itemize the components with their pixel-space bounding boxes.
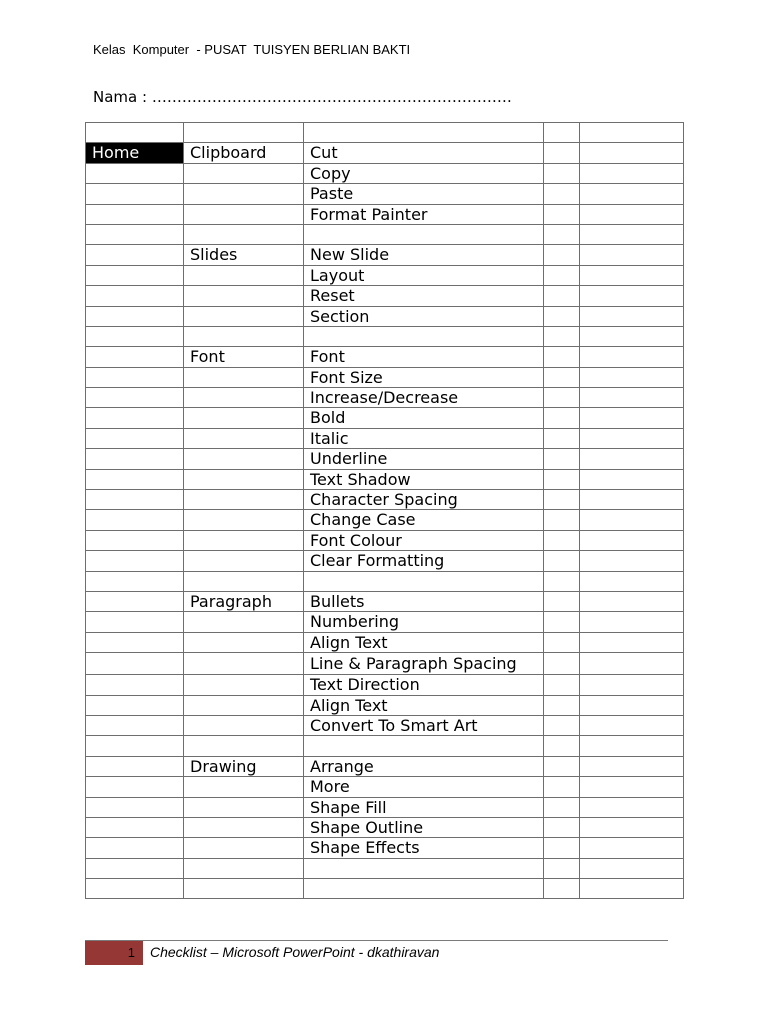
- table-row: [86, 653, 684, 675]
- group-cell: [184, 551, 304, 571]
- page-header: Kelas Komputer - PUSAT TUISYEN BERLIAN BAKTI: [93, 42, 411, 57]
- command-cell: [304, 858, 544, 878]
- table-row: [86, 388, 684, 408]
- page-number: 1: [127, 945, 135, 960]
- remark-cell[interactable]: [580, 530, 684, 550]
- check-cell[interactable]: [544, 265, 580, 285]
- group-cell: [184, 204, 304, 224]
- category-cell: [86, 286, 184, 306]
- command-cell: [304, 123, 544, 143]
- category-cell: [86, 612, 184, 632]
- remark-cell[interactable]: [580, 204, 684, 224]
- command-cell: Italic: [304, 428, 544, 448]
- group-cell: [184, 224, 304, 244]
- remark-cell[interactable]: [580, 388, 684, 408]
- remark-cell[interactable]: [580, 817, 684, 837]
- check-cell[interactable]: [544, 632, 580, 652]
- command-cell: Underline: [304, 449, 544, 469]
- table-row: [86, 591, 684, 611]
- table-row: [86, 143, 684, 163]
- category-cell: [86, 715, 184, 735]
- remark-cell[interactable]: [580, 797, 684, 817]
- table-row: [86, 326, 684, 346]
- check-cell[interactable]: [544, 286, 580, 306]
- table-row: [86, 675, 684, 695]
- check-cell[interactable]: [544, 879, 580, 899]
- check-cell[interactable]: [544, 408, 580, 428]
- name-label: Nama :: [93, 88, 152, 106]
- check-cell[interactable]: [544, 326, 580, 346]
- category-cell: [86, 736, 184, 756]
- remark-cell[interactable]: [580, 184, 684, 204]
- table-row: [86, 858, 684, 878]
- category-cell: [86, 204, 184, 224]
- remark-cell[interactable]: [580, 245, 684, 265]
- check-cell[interactable]: [544, 715, 580, 735]
- name-field-line: [93, 88, 512, 106]
- group-cell: [184, 653, 304, 675]
- remark-cell[interactable]: [580, 591, 684, 611]
- remark-cell[interactable]: [580, 428, 684, 448]
- table-row: [86, 530, 684, 550]
- category-cell: [86, 367, 184, 387]
- category-cell: [86, 591, 184, 611]
- group-cell: [184, 879, 304, 899]
- category-cell: [86, 653, 184, 675]
- group-cell: [184, 675, 304, 695]
- check-cell[interactable]: [544, 591, 580, 611]
- command-cell: Character Spacing: [304, 490, 544, 510]
- command-cell: Layout: [304, 265, 544, 285]
- table-row: [86, 286, 684, 306]
- category-cell: [86, 632, 184, 652]
- remark-cell[interactable]: [580, 326, 684, 346]
- remark-cell[interactable]: [580, 224, 684, 244]
- table-row: [86, 184, 684, 204]
- group-cell: Paragraph: [184, 591, 304, 611]
- command-cell: Align Text: [304, 632, 544, 652]
- table-row: [86, 879, 684, 899]
- command-cell: Numbering: [304, 612, 544, 632]
- group-cell: [184, 612, 304, 632]
- checklist-body: [86, 123, 684, 899]
- table-row: [86, 736, 684, 756]
- table-row: [86, 777, 684, 797]
- table-row: [86, 469, 684, 489]
- command-cell: Bold: [304, 408, 544, 428]
- group-cell: Drawing: [184, 756, 304, 776]
- page-number-box: [85, 941, 143, 965]
- category-cell: [86, 858, 184, 878]
- remark-cell[interactable]: [580, 510, 684, 530]
- table-row: [86, 612, 684, 632]
- remark-cell[interactable]: [580, 858, 684, 878]
- remark-cell[interactable]: [580, 777, 684, 797]
- category-cell: [86, 838, 184, 858]
- table-row: [86, 204, 684, 224]
- remark-cell[interactable]: [580, 469, 684, 489]
- category-cell: [86, 756, 184, 776]
- category-cell: [86, 408, 184, 428]
- category-cell: [86, 675, 184, 695]
- remark-cell[interactable]: [580, 490, 684, 510]
- check-cell[interactable]: [544, 224, 580, 244]
- table-row: [86, 408, 684, 428]
- check-cell[interactable]: [544, 551, 580, 571]
- remark-cell[interactable]: [580, 695, 684, 715]
- table-row: [86, 123, 684, 143]
- group-cell: [184, 530, 304, 550]
- check-cell[interactable]: [544, 428, 580, 448]
- group-cell: [184, 490, 304, 510]
- command-cell: Shape Outline: [304, 817, 544, 837]
- category-cell: [86, 695, 184, 715]
- command-cell: Convert To Smart Art: [304, 715, 544, 735]
- remark-cell[interactable]: [580, 163, 684, 183]
- remark-cell[interactable]: [580, 449, 684, 469]
- group-cell: [184, 838, 304, 858]
- check-cell[interactable]: [544, 204, 580, 224]
- table-row: [86, 695, 684, 715]
- footer-title: Checklist – Microsoft PowerPoint - dkathiravan: [150, 944, 440, 960]
- table-row: [86, 632, 684, 652]
- command-cell: Text Shadow: [304, 469, 544, 489]
- remark-cell[interactable]: [580, 715, 684, 735]
- check-cell[interactable]: [544, 449, 580, 469]
- check-cell[interactable]: [544, 695, 580, 715]
- group-cell: [184, 715, 304, 735]
- category-cell: [86, 428, 184, 448]
- check-cell[interactable]: [544, 653, 580, 675]
- checklist-table: [85, 122, 684, 899]
- command-cell: [304, 879, 544, 899]
- remark-cell[interactable]: [580, 838, 684, 858]
- check-cell[interactable]: [544, 123, 580, 143]
- category-cell: [86, 530, 184, 550]
- check-cell[interactable]: [544, 347, 580, 367]
- group-cell: [184, 367, 304, 387]
- group-cell: [184, 286, 304, 306]
- table-row: [86, 428, 684, 448]
- command-cell: Section: [304, 306, 544, 326]
- check-cell[interactable]: [544, 388, 580, 408]
- group-cell: [184, 632, 304, 652]
- group-cell: [184, 571, 304, 591]
- check-cell[interactable]: [544, 490, 580, 510]
- remark-cell[interactable]: [580, 123, 684, 143]
- group-cell: [184, 163, 304, 183]
- table-row: [86, 838, 684, 858]
- check-cell[interactable]: [544, 858, 580, 878]
- group-cell: Font: [184, 347, 304, 367]
- group-cell: [184, 777, 304, 797]
- table-row: [86, 510, 684, 530]
- category-cell: [86, 797, 184, 817]
- command-cell: Bullets: [304, 591, 544, 611]
- category-cell: [86, 879, 184, 899]
- remark-cell[interactable]: [580, 286, 684, 306]
- table-row: [86, 265, 684, 285]
- category-cell: [86, 551, 184, 571]
- command-cell: Align Text: [304, 695, 544, 715]
- table-row: [86, 245, 684, 265]
- command-cell: Paste: [304, 184, 544, 204]
- remark-cell[interactable]: [580, 736, 684, 756]
- command-cell: [304, 571, 544, 591]
- category-cell: [86, 777, 184, 797]
- table-row: [86, 551, 684, 571]
- group-cell: [184, 510, 304, 530]
- category-cell: [86, 123, 184, 143]
- category-cell: [86, 388, 184, 408]
- command-cell: Format Painter: [304, 204, 544, 224]
- remark-cell[interactable]: [580, 347, 684, 367]
- table-row: [86, 571, 684, 591]
- category-cell: [86, 449, 184, 469]
- command-cell: Change Case: [304, 510, 544, 530]
- command-cell: Line & Paragraph Spacing: [304, 653, 544, 675]
- category-cell: [86, 510, 184, 530]
- group-cell: [184, 797, 304, 817]
- category-cell: Home: [86, 143, 184, 163]
- table-row: [86, 756, 684, 776]
- command-cell: New Slide: [304, 245, 544, 265]
- command-cell: Shape Fill: [304, 797, 544, 817]
- group-cell: [184, 736, 304, 756]
- category-cell: [86, 163, 184, 183]
- category-cell: [86, 347, 184, 367]
- command-cell: Clear Formatting: [304, 551, 544, 571]
- group-cell: Clipboard: [184, 143, 304, 163]
- command-cell: Text Direction: [304, 675, 544, 695]
- remark-cell[interactable]: [580, 367, 684, 387]
- category-cell: [86, 265, 184, 285]
- check-cell[interactable]: [544, 612, 580, 632]
- check-cell[interactable]: [544, 838, 580, 858]
- remark-cell[interactable]: [580, 879, 684, 899]
- command-cell: [304, 326, 544, 346]
- table-row: [86, 797, 684, 817]
- group-cell: [184, 695, 304, 715]
- check-cell[interactable]: [544, 245, 580, 265]
- check-cell[interactable]: [544, 184, 580, 204]
- category-cell: [86, 490, 184, 510]
- table-row: [86, 817, 684, 837]
- remark-cell[interactable]: [580, 571, 684, 591]
- check-cell[interactable]: [544, 675, 580, 695]
- check-cell[interactable]: [544, 736, 580, 756]
- category-cell: [86, 184, 184, 204]
- category-cell: [86, 469, 184, 489]
- group-cell: [184, 449, 304, 469]
- check-cell[interactable]: [544, 817, 580, 837]
- remark-cell[interactable]: [580, 408, 684, 428]
- group-cell: [184, 388, 304, 408]
- check-cell[interactable]: [544, 510, 580, 530]
- command-cell: Reset: [304, 286, 544, 306]
- command-cell: More: [304, 777, 544, 797]
- check-cell[interactable]: [544, 571, 580, 591]
- command-cell: Font Size: [304, 367, 544, 387]
- command-cell: Increase/Decrease: [304, 388, 544, 408]
- table-row: [86, 306, 684, 326]
- remark-cell[interactable]: [580, 143, 684, 163]
- group-cell: [184, 265, 304, 285]
- name-dotted-line: ………………………………………………………………: [151, 88, 512, 106]
- check-cell[interactable]: [544, 756, 580, 776]
- category-cell: [86, 224, 184, 244]
- category-cell: [86, 326, 184, 346]
- check-cell[interactable]: [544, 469, 580, 489]
- remark-cell[interactable]: [580, 265, 684, 285]
- group-cell: [184, 326, 304, 346]
- group-cell: [184, 817, 304, 837]
- remark-cell[interactable]: [580, 756, 684, 776]
- check-cell[interactable]: [544, 163, 580, 183]
- table-row: [86, 715, 684, 735]
- group-cell: [184, 123, 304, 143]
- check-cell[interactable]: [544, 306, 580, 326]
- command-cell: Copy: [304, 163, 544, 183]
- group-cell: [184, 184, 304, 204]
- category-cell: [86, 817, 184, 837]
- category-cell: [86, 306, 184, 326]
- category-cell: [86, 245, 184, 265]
- command-cell: Arrange: [304, 756, 544, 776]
- category-cell: [86, 571, 184, 591]
- command-cell: [304, 736, 544, 756]
- group-cell: [184, 408, 304, 428]
- command-cell: Shape Effects: [304, 838, 544, 858]
- check-cell[interactable]: [544, 797, 580, 817]
- group-cell: Slides: [184, 245, 304, 265]
- group-cell: [184, 306, 304, 326]
- check-cell[interactable]: [544, 530, 580, 550]
- command-cell: Font Colour: [304, 530, 544, 550]
- remark-cell[interactable]: [580, 653, 684, 675]
- footer-divider: [85, 940, 668, 941]
- remark-cell[interactable]: [580, 632, 684, 652]
- table-row: [86, 449, 684, 469]
- remark-cell[interactable]: [580, 551, 684, 571]
- table-row: [86, 367, 684, 387]
- command-cell: [304, 224, 544, 244]
- remark-cell[interactable]: [580, 306, 684, 326]
- command-cell: Cut: [304, 143, 544, 163]
- table-row: [86, 347, 684, 367]
- group-cell: [184, 428, 304, 448]
- group-cell: [184, 469, 304, 489]
- table-row: [86, 490, 684, 510]
- check-cell[interactable]: [544, 777, 580, 797]
- table-row: [86, 163, 684, 183]
- remark-cell[interactable]: [580, 675, 684, 695]
- command-cell: Font: [304, 347, 544, 367]
- group-cell: [184, 858, 304, 878]
- table-row: [86, 224, 684, 244]
- check-cell[interactable]: [544, 143, 580, 163]
- remark-cell[interactable]: [580, 612, 684, 632]
- check-cell[interactable]: [544, 367, 580, 387]
